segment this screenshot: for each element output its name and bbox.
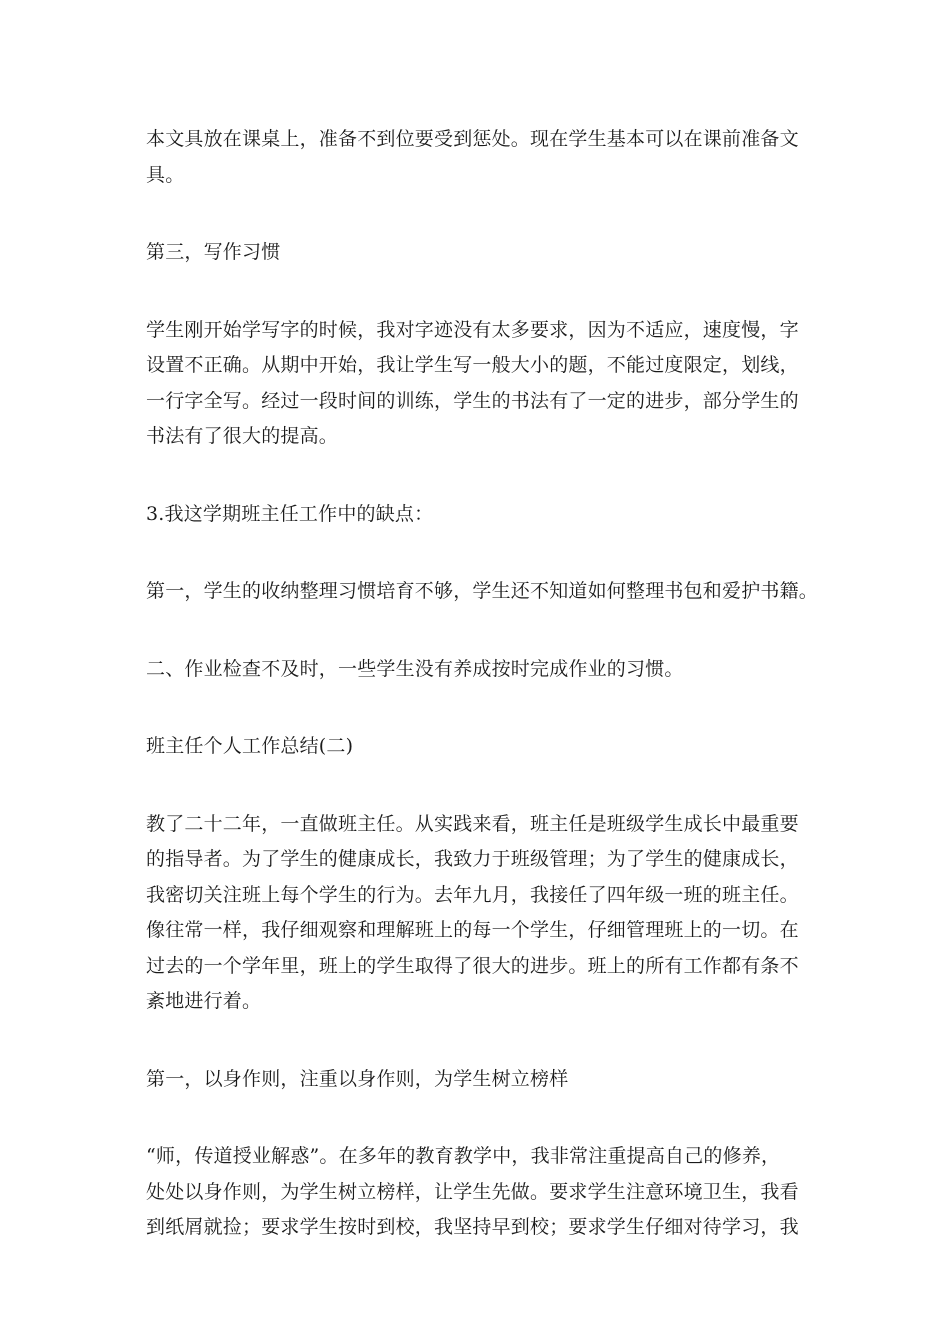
paragraph-lead-by-example: [146, 1139, 808, 1246]
paragraph-gap: [146, 765, 808, 807]
text-line: 设置不正确。从期中开始，我让学生写一般大小的题，不能过度限定，划线，: [146, 354, 799, 376]
paragraph-gap: [146, 455, 808, 497]
text-line: 紊地进行着。: [146, 990, 262, 1012]
text-line: 第一，学生的收纳整理习惯培育不够，学生还不知道如何整理书包和爱护书籍。: [146, 580, 819, 602]
text-line: 处处以身作则，为学生树立榜样，让学生先做。要求学生注意环境卫生，我看: [146, 1180, 799, 1203]
paragraph-gap: [146, 610, 808, 652]
heading-writing-habit: [146, 235, 808, 271]
paragraph-gap: [146, 1097, 808, 1139]
paragraph-introduction: [146, 807, 808, 1020]
paragraph-writing-practice: [146, 313, 808, 455]
text-line: 本文具放在课桌上，准备不到位要受到惩处。现在学生基本可以在课前准备文: [146, 128, 799, 150]
text-line: 教了二十二年，一直做班主任。从实践来看，班主任是班级学生成长中最重要: [146, 812, 799, 835]
text-line: 3.我这学期班主任工作中的缺点：: [146, 502, 434, 525]
paragraph-gap: [146, 1020, 808, 1062]
text-line: 第一，以身作则，注重以身作则，为学生树立榜样: [146, 1067, 569, 1090]
text-line: “师，传道授业解惑”。在多年的教育教学中，我非常注重提高自己的修养，: [146, 1145, 781, 1167]
text-line: 我密切关注班上每个学生的行为。去年九月，我接任了四年级一班的班主任。: [146, 883, 799, 906]
text-line: 一行字全写。经过一段时间的训练，学生的书法有了一定的进步，部分学生的: [146, 389, 799, 412]
text-line: 二、作业检查不及时，一些学生没有养成按时完成作业的习惯。: [146, 657, 684, 680]
text-line: 具。: [146, 163, 185, 186]
paragraph-shortcoming-two: [146, 652, 808, 688]
paragraph-gap: [146, 532, 808, 574]
heading-shortcomings: [146, 497, 808, 533]
text-line: 班主任个人工作总结(二): [146, 735, 354, 757]
paragraph-gap: [146, 687, 808, 729]
paragraph-gap: [146, 271, 808, 313]
text-line: 学生刚开始学写字的时候，我对字迹没有太多要求，因为不适应，速度慢，字: [146, 318, 799, 341]
text-line: 的指导者。为了学生的健康成长，我致力于班级管理；为了学生的健康成长，: [146, 848, 799, 870]
paragraph-gap: [146, 193, 808, 235]
document-body: [146, 122, 819, 1246]
text-line: 到纸屑就捡；要求学生按时到校，我坚持早到校；要求学生仔细对待学习，我: [146, 1216, 799, 1238]
paragraph-stationery-continued: [146, 122, 808, 193]
text-line: 书法有了很大的提高。: [146, 425, 339, 447]
heading-lead-by-example: [146, 1062, 808, 1098]
text-line: 过去的一个学年里，班上的学生取得了很大的进步。班上的所有工作都有条不: [146, 954, 799, 977]
section-title-summary-two: [146, 729, 808, 765]
paragraph-shortcoming-one: [146, 574, 819, 610]
text-line: 第三，写作习惯: [146, 241, 281, 263]
text-line: 像往常一样，我仔细观察和理解班上的每一个学生，仔细管理班上的一切。在: [146, 919, 799, 941]
